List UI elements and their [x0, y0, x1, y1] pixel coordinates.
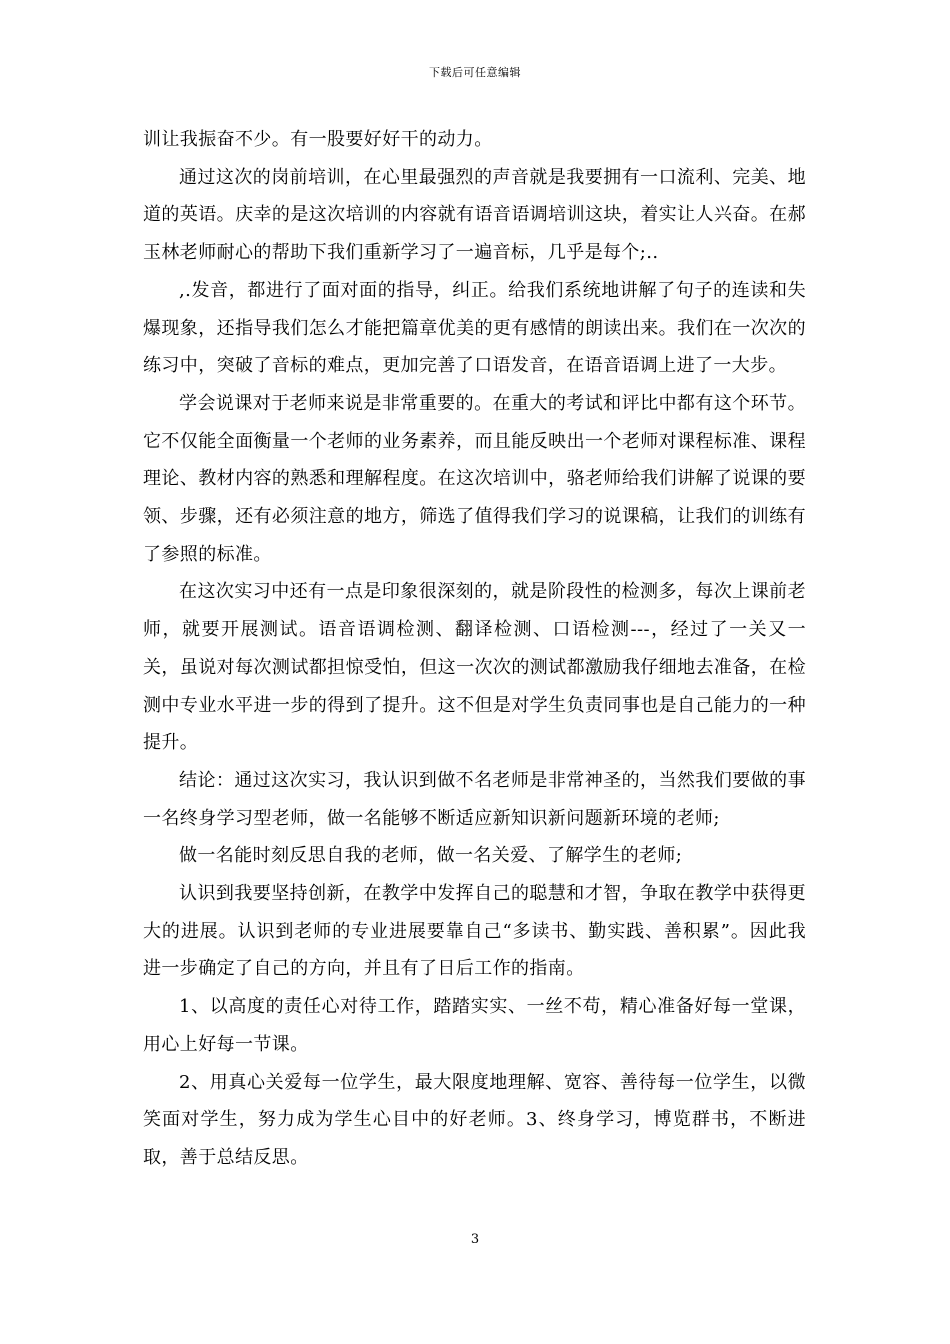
paragraph-training-english: 通过这次的岗前培训，在心里最强烈的声音就是我要拥有一口流利、完美、地道的英语。庆幸的是这次培训的内容就有语音语调培训这块，着实让人兴奋。在郝玉林老师耐心的帮助下我们重新学习了一遍音标，几乎是每个;..: [143, 166, 806, 264]
paragraph-pronunciation: ,.发音，都进行了面对面的指导，纠正。给我们系统地讲解了句子的连读和失爆现象，还指导我们怎么才能把篇章优美的更有感情的朗读出来。我们在一次次的练习中，突破了音标的难点，更加完善了口语发音，在语音语调上进了一大步。: [143, 279, 806, 377]
paragraph-point-2-3: 2、用真心关爱每一位学生，最大限度地理解、宽容、善待每一位学生，以微笑面对学生，努力成为学生心目中的好老师。3、终身学习，博览群书，不断进取，善于总结反思。: [143, 1071, 806, 1168]
paragraph-testing: 在这次实习中还有一点是印象很深刻的，就是阶段性的检测多，每次上课前老师，就要开展测试。语音语调检测、翻译检测、口语检测---，经过了一关又一关，虽说对每次测试都担惊受怕，但这一次次的测试都激励我仔细地去准备，在检测中专业水平进一步的得到了提升。这不但是对学生负责同事也是自己能力的一种提升。: [143, 581, 806, 754]
paragraph-conclusion: 结论：通过这次实习，我认识到做不名老师是非常神圣的，当然我们要做的事一名终身学习型老师，做一名能够不断适应新知识新问题新环境的老师;: [143, 769, 806, 829]
paragraph-continuation: 训让我振奋不少。有一股要好好干的动力。: [143, 129, 493, 150]
paragraph-point-1: 1、以高度的责任心对待工作，踏踏实实、一丝不苟，精心准备好每一堂课，用心上好每一节课。: [143, 996, 806, 1055]
paragraph-reflection: 做一名能时刻反思自我的老师，做一名关爱、了解学生的老师;: [179, 845, 683, 867]
paragraph-innovation: 认识到我要坚持创新，在教学中发挥自己的聪慧和才智，争取在教学中获得更大的进展。认识到老师的专业进展要靠自己“多读书、勤实践、善积累”。因此我进一步确定了自己的方向，并且有了日后工作的指南。: [143, 883, 806, 980]
page-header: 下载后可任意编辑: [429, 66, 521, 79]
page-number: 3: [470, 1232, 480, 1247]
document-body: [143, 121, 806, 1177]
paragraph-lesson-presentation: 学会说课对于老师来说是非常重要的。在重大的考试和评比中都有这个环节。它不仅能全面衡量一个老师的业务素养，而且能反映出一个老师对课程标准、课程理论、教材内容的熟悉和理解程度。在这次培训中，骆老师给我们讲解了说课的要领、步骤，还有必须注意的地方，筛选了值得我们学习的说课稿，让我们的训练有了参照的标准。: [143, 392, 806, 565]
